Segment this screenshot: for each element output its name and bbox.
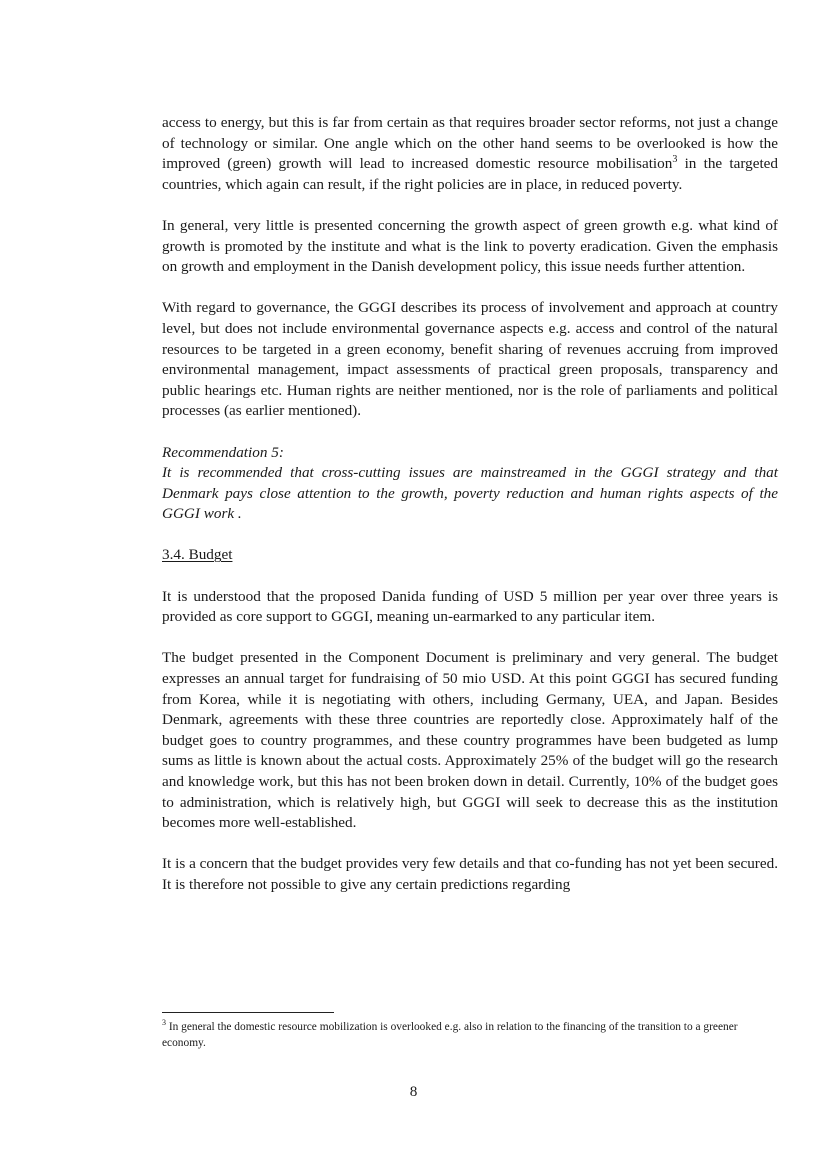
paragraph-growth-aspect: In general, very little is presented concerning the growth aspect of green growth e.g. what kind of growth is promoted by the institute and what is the link to poverty eradication. Given the emphasis on growth and employment in the Danish development policy, this issue needs further attention. bbox=[162, 216, 778, 276]
paragraph-danida-funding: It is understood that the proposed Danida funding of USD 5 million per year over three years is provided as core support to GGGI, meaning un-earmarked to any particular item. bbox=[162, 587, 778, 626]
footnote-marker: 3 bbox=[162, 1018, 166, 1028]
paragraph-energy-access: access to energy, but this is far from certain as that requires broader sector reforms, not just a change of technology or similar. One angle which on the other hand seems to be overlooked is how the improved (green) growth will lead to increased domestic resource mobilisation$^3$ in the targeted countries, which again can result, if the right policies are in place, in reduced poverty. bbox=[162, 114, 779, 193]
paragraph-governance: With regard to governance, the GGGI describes its process of involvement and approach at country level, but does not include environmental governance aspects e.g. access and control of the natural resources to be targeted in a green economy, benefit sharing of revenues accruing from improved environmental management, impact assessments of practical green proposals, transparency and public hearings etc. Human rights are neither mentioned, nor is the role of parliaments and political processes (as earlier mentioned). bbox=[162, 299, 778, 420]
paragraph-budget-concern: It is a concern that the budget provides very few details and that co-funding has not yet been secured. It is therefore not possible to give any certain predictions regarding bbox=[162, 855, 778, 893]
footnote bbox=[162, 1019, 778, 1051]
page-number: 8 bbox=[409, 1083, 418, 1100]
recommendation-text: It is recommended that cross-cutting issues are mainstreamed in the GGGI strategy and that Denmark pays close attention to the growth, poverty reduction and human rights aspects of the GGGI work . bbox=[162, 464, 778, 523]
recommendation-label: Recommendation 5: bbox=[162, 443, 284, 461]
footnote-text: In general the domestic resource mobilization is overlooked e.g. also in relation to the financing of the transition to a greener economy. bbox=[162, 1021, 738, 1049]
body-text bbox=[162, 113, 778, 916]
paragraph-budget-details: The budget presented in the Component Document is preliminary and very general. The budget expresses an annual target for fundraising of 50 mio USD. At this point GGGI has secured funding from Korea, while it is negotiating with others, including Germany, UEA, and Japan. Besides Denmark, agreements with these three countries are reportedly close. Approximately half of the budget goes to country programmes, and these country programmes have been budgeted as lump sums as little is known about the actual costs. Approximately 25% of the budget will go the research and knowledge work, but this has not been broken down in detail. Currently, 10% of the budget goes to administration, which is relatively high, but GGGI will seek to decrease this as the institution becomes more well-established. bbox=[162, 649, 778, 832]
footnote-reference[interactable]: 3 bbox=[672, 154, 678, 166]
section-heading-budget: 3.4. Budget bbox=[162, 546, 233, 564]
footnote-divider bbox=[162, 1012, 334, 1013]
